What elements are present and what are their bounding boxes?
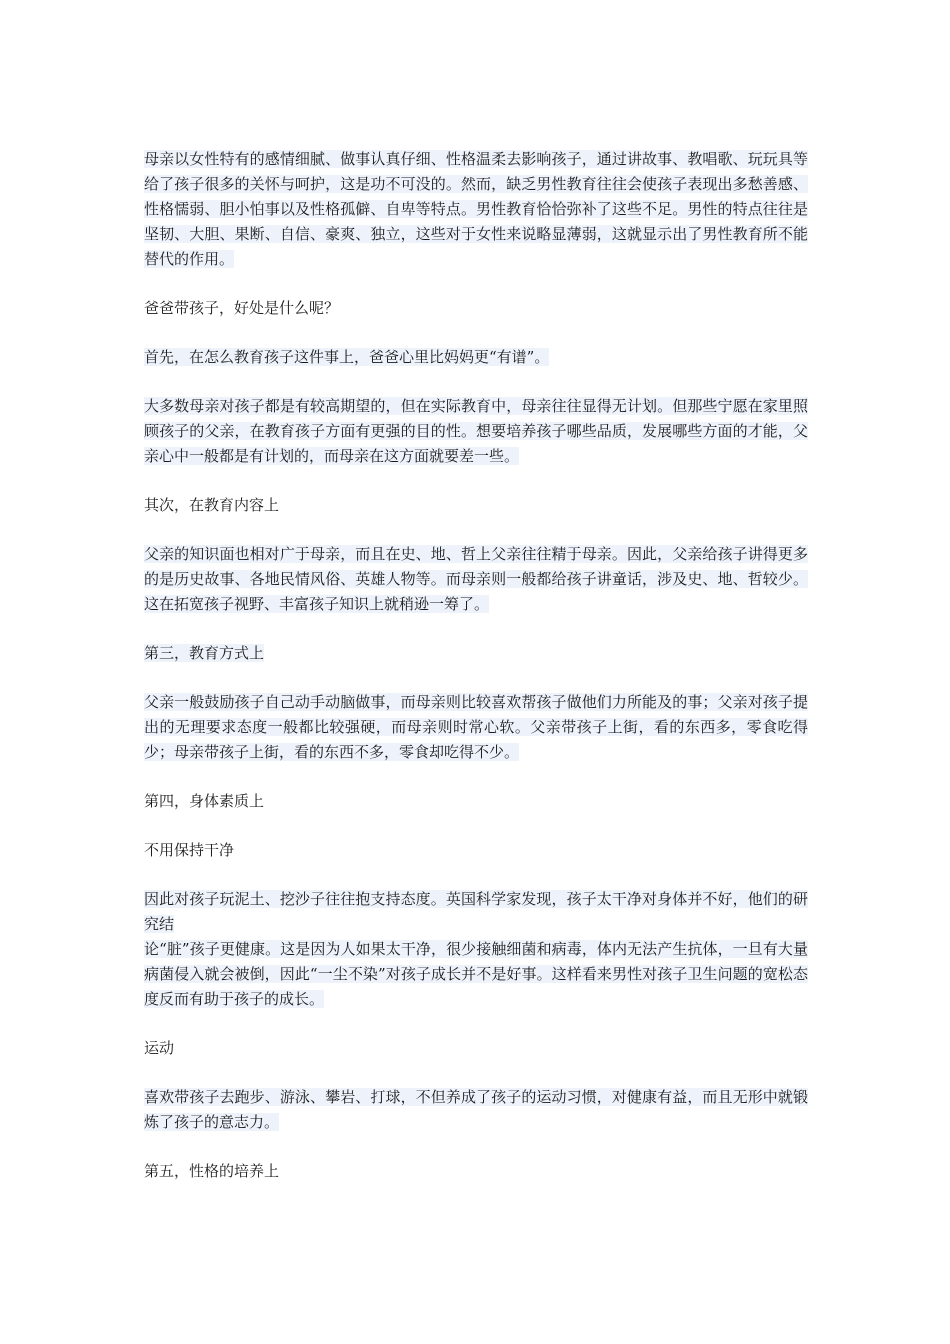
question-heading: 爸爸带孩子，好处是什么呢？ xyxy=(144,299,340,317)
paragraph-planning: 大多数母亲对孩子都是有较高期望的，但在实际教育中，母亲往往显得无计划。但那些宁愿在家里照顾孩子的父亲，在教育孩子方面有更强的目的性。想要培养孩子哪些品质，发展哪些方面的才能，父亲心中一般都是有计划的，而母亲在这方面就要差一些。 xyxy=(144,397,808,465)
fourth-point-heading: 第四，身体素质上 xyxy=(144,792,265,810)
fifth-point-heading: 第五，性格的培养上 xyxy=(144,1162,280,1180)
paragraph-content: 父亲的知识面也相对广于母亲，而且在史、地、哲上父亲往往精于母亲。因此，父亲给孩子讲得更多的是历史故事、各地民情风俗、英雄人物等。而母亲则一般都给孩子讲童话，涉及史、地、哲较少。这在拓宽孩子视野、丰富孩子知识上就稍逊一筹了。 xyxy=(144,545,808,613)
document-body xyxy=(144,147,808,1208)
second-point-heading: 其次，在教育内容上 xyxy=(144,496,280,514)
first-point-heading: 首先，在怎么教育孩子这件事上，爸爸心里比妈妈更“有谱”。 xyxy=(144,348,550,366)
paragraph-exercise: 喜欢带孩子去跑步、游泳、攀岩、打球，不但养成了孩子的运动习惯，对健康有益，而且无形中就锻炼了孩子的意志力。 xyxy=(144,1088,808,1131)
paragraph-cleanliness: 因此对孩子玩泥土、挖沙子往往抱支持态度。英国科学家发现，孩子太干净对身体并不好，他们的研究结 论“脏”孩子更健康。这是因为人如果太干净，很少接触细菌和病毒，体内无法产生抗体，一旦有大量病菌侵入就会被倒，因此“一尘不染”对孩子成长并不是好事。这样看来男性对孩子卫生问题的宽松态度反而有助于孩子的成长。 xyxy=(144,890,808,1008)
third-point-heading: 第三，教育方式上 xyxy=(144,644,265,662)
subheading-cleanliness: 不用保持干净 xyxy=(144,841,235,859)
paragraph-method: 父亲一般鼓励孩子自己动手动脑做事，而母亲则比较喜欢帮孩子做他们力所能及的事；父亲对孩子提出的无理要求态度一般都比较强硬，而母亲则时常心软。父亲带孩子上街，看的东西多，零食吃得少；母亲带孩子上街，看的东西不多，零食却吃得不少。 xyxy=(144,693,808,761)
paragraph-intro: 母亲以女性特有的感情细腻、做事认真仔细、性格温柔去影响孩子，通过讲故事、教唱歌、玩玩具等给了孩子很多的关怀与呵护，这是功不可没的。然而，缺乏男性教育往往会使孩子表现出多愁善感、性格懦弱、胆小怕事以及性格孤僻、自卑等特点。男性教育恰恰弥补了这些不足。男性的特点往往是坚韧、大胆、果断、自信、豪爽、独立，这些对于女性来说略显薄弱，这就显示出了男性教育所不能替代的作用。 xyxy=(144,150,808,268)
subheading-exercise: 运动 xyxy=(144,1039,175,1057)
